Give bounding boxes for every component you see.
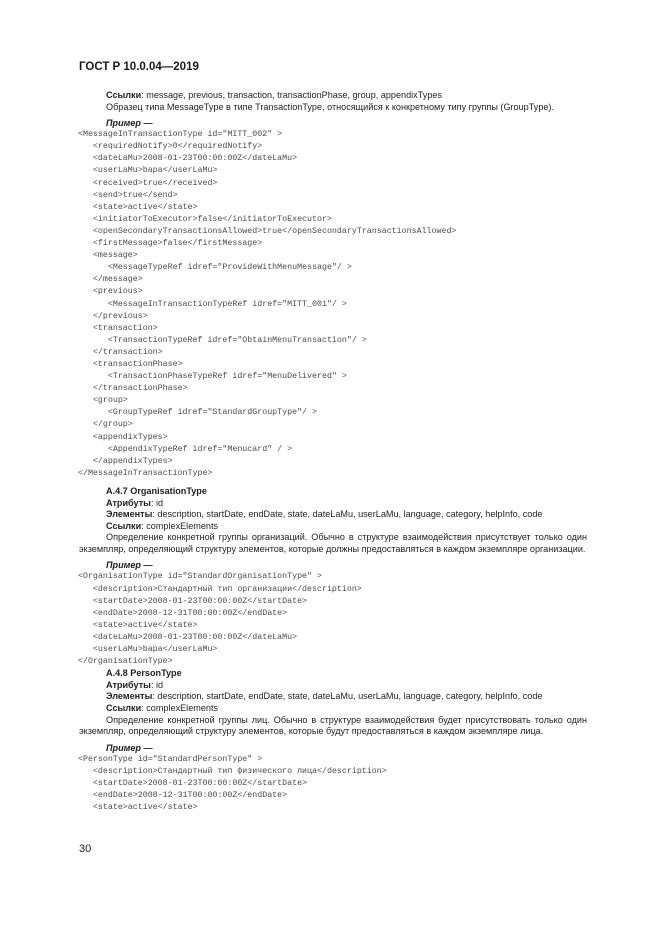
- references-value: : message, previous, transaction, transactionPhase, group, appendixTypes: [141, 90, 442, 100]
- code-line: <transaction>: [78, 323, 158, 333]
- code-line: </transactionPhase>: [78, 384, 188, 394]
- attributes-line: [0, 680, 661, 692]
- code-line: <dateLaMu>2008-01-23T00:00:00Z</dateLaMu>: [78, 632, 298, 642]
- references-label: Ссылки: [106, 703, 142, 713]
- code-line: <requiredNotify>0</requiredNotify>: [78, 142, 263, 152]
- elements-line: [0, 509, 661, 521]
- code-line: <send>true</send>: [78, 190, 178, 200]
- code-line: </MessageInTransactionType>: [78, 468, 213, 478]
- references-value: : complexElements: [141, 520, 219, 531]
- definition-paragraph: Определение конкретной группы лиц. Обычно в структуре взаимодействия будет присутствовать только один экземпляр, определяющий структуру элементов, которые будут предоставляться в каждом экземпляре лица.: [79, 714, 587, 737]
- section-heading: А.4.7 OrganisationType: [106, 485, 207, 496]
- code-block: [0, 754, 661, 814]
- example-label: Пример —: [106, 742, 153, 753]
- code-line: <MessageInTransactionTypeRef idref="MITT_001"/ >: [78, 299, 347, 309]
- code-line: <endDate>2008-12-31T00:00:00Z</endDate>: [78, 791, 288, 801]
- elements-label: Элементы: [106, 691, 153, 702]
- attributes-label: Атрибуты: [106, 497, 151, 508]
- code-line: <startDate>2008-01-23T00:00:00Z</startDate>: [78, 778, 308, 788]
- page-header: ГОСТ Р 10.0.04—2019: [79, 61, 199, 73]
- code-line: <description>Стандартный тип физического лица</description>: [78, 766, 387, 776]
- code-line: <dateLaMu>2008-01-23T00:00:00Z</dateLaMu>: [78, 154, 298, 164]
- elements-label: Элементы: [106, 509, 153, 520]
- code-line: <description>Стандартный тип организации</description>: [78, 584, 362, 594]
- code-block: [0, 571, 661, 668]
- code-line: <TransactionTypeRef idref="ObtainMenuTransaction"/ >: [78, 335, 367, 345]
- references-line: [0, 703, 661, 715]
- code-line: <group>: [78, 396, 128, 406]
- references-label: Ссылки: [106, 520, 142, 531]
- elements-value: : description, startDate, endDate, state, dateLaMu, userLaMu, language, category, helpInfo, code: [152, 691, 543, 702]
- elements-line: [0, 691, 661, 703]
- code-line: <openSecondaryTransactionsAllowed>true</openSecondaryTransactionsAllowed>: [78, 226, 457, 236]
- code-line: <MessageTypeRef idref="ProvideWithMenuMessage"/ >: [78, 263, 352, 273]
- attributes-line: [0, 498, 661, 510]
- references-line: [0, 521, 661, 533]
- code-line: <state>active</state>: [78, 620, 198, 630]
- code-line: <userLaMu>bapa</userLaMu>: [78, 166, 218, 176]
- page-number: 30: [79, 843, 92, 855]
- code-line: <appendixTypes>: [78, 432, 168, 442]
- code-line: <received>true</received>: [78, 178, 218, 188]
- example-label: Пример —: [106, 560, 153, 571]
- code-line: <PersonType id="StandardPersonType" >: [78, 754, 263, 764]
- references-line: [0, 90, 661, 102]
- code-line: <TransactionPhaseTypeRef idref="MenuDelivered" >: [78, 372, 347, 382]
- attributes-label: Атрибуты: [106, 679, 151, 690]
- code-line: </previous>: [78, 311, 148, 321]
- references-label: Ссылки: [106, 90, 142, 100]
- code-line: </transaction>: [78, 347, 163, 357]
- example-label: Пример —: [106, 118, 153, 129]
- code-line: <initiatorToExecutor>false</initiatorToExecutor>: [78, 214, 332, 224]
- code-line: <state>active</state>: [78, 803, 198, 813]
- code-line: <message>: [78, 251, 138, 261]
- elements-value: : description, startDate, endDate, state, dateLaMu, userLaMu, language, category, helpInfo, code: [152, 509, 543, 520]
- code-line: <firstMessage>false</firstMessage>: [78, 239, 263, 249]
- code-line: <MessageInTransactionType id="MITT_002" >: [78, 130, 283, 140]
- code-line: <startDate>2008-01-23T00:00:00Z</startDate>: [78, 596, 308, 606]
- code-line: <transactionPhase>: [78, 359, 183, 369]
- definition-paragraph: Определение конкретной группы организаций. Обычно в структуре взаимодействия присутствует только один экземпляр, определяющий структуру элементов, которые должны предоставляться в каждом экземпляре организации.: [79, 532, 587, 554]
- code-line: <userLaMu>bapa</userLaMu>: [78, 645, 218, 655]
- code-line: <GroupTypeRef idref="StandardGroupType"/ >: [78, 408, 317, 418]
- section-heading: А.4.8 PersonType: [106, 668, 182, 679]
- references-value: : complexElements: [141, 703, 219, 713]
- code-line: </OrganisationType>: [78, 657, 173, 667]
- code-line: <previous>: [78, 287, 143, 297]
- page-content: [0, 90, 661, 814]
- code-line: <state>active</state>: [78, 202, 198, 212]
- code-line: <OrganisationType id="StandardOrganisationType" >: [78, 572, 322, 582]
- code-line: </group>: [78, 420, 133, 430]
- code-line: </appendixTypes>: [78, 456, 173, 466]
- code-line: </message>: [78, 275, 143, 285]
- attributes-value: : id: [150, 497, 164, 508]
- section-description: Образец типа MessageType в типе TransactionType, относящийся к конкретному типу группы (GroupType).: [106, 101, 554, 112]
- code-line: <AppendixTypeRef idref="Menucard" / >: [78, 444, 293, 454]
- code-line: <endDate>2008-12-31T00:00:00Z</endDate>: [78, 608, 288, 618]
- attributes-value: : id: [150, 679, 164, 690]
- code-block: [0, 129, 661, 480]
